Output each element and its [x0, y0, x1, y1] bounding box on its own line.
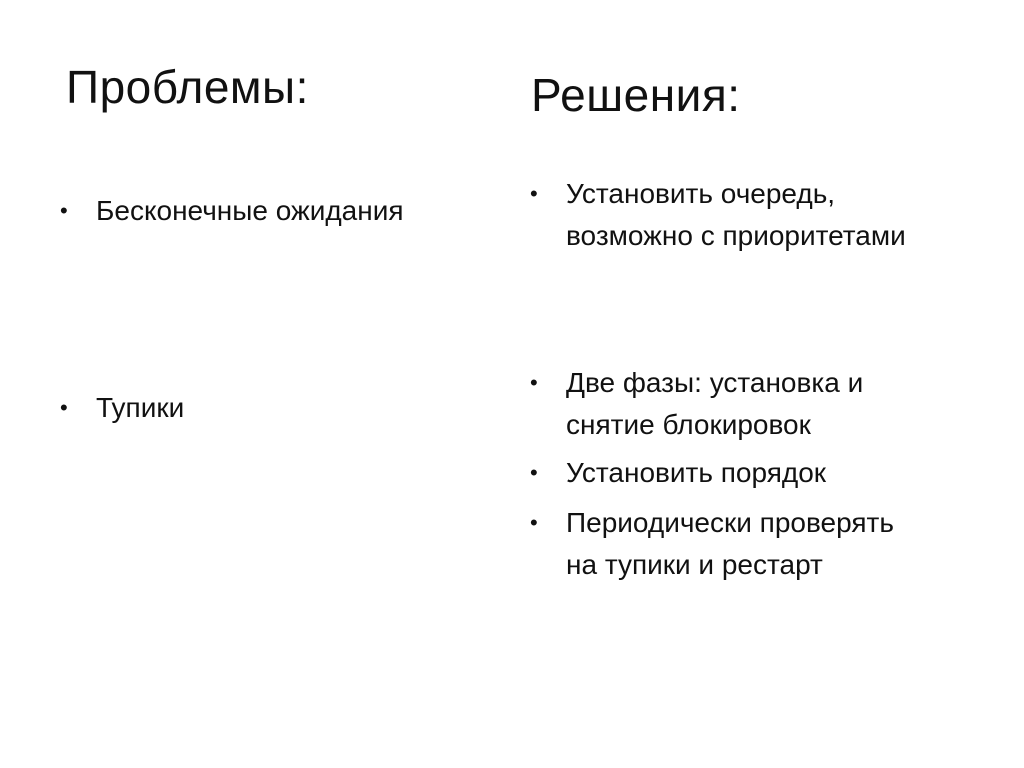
bullet-icon: •	[60, 395, 68, 420]
problem-item-endless-waits	[60, 190, 500, 232]
problem-item-deadlocks	[60, 387, 500, 429]
solution-item-text: Установить очередь, возможно с приоритетами	[566, 178, 906, 251]
solution-item-text: Установить порядок	[566, 457, 827, 488]
bullet-icon: •	[530, 181, 538, 206]
solution-item-text: Периодически проверять на тупики и рестарт	[566, 507, 894, 580]
problems-heading: Проблемы:	[66, 61, 309, 113]
solution-item-two-phase	[530, 362, 1000, 446]
problem-item-text: Тупики	[96, 392, 185, 423]
solution-item-ordering	[530, 452, 1000, 494]
solution-item-text: Две фазы: установка и снятие блокировок	[566, 367, 864, 440]
bullet-icon: •	[530, 370, 538, 395]
problem-item-text: Бесконечные ожидания	[96, 195, 404, 226]
bullet-icon: •	[60, 198, 68, 223]
solutions-heading: Решения:	[531, 69, 741, 121]
solution-item-periodic-check	[530, 502, 1000, 586]
bullet-icon: •	[530, 510, 538, 535]
solution-item-queue	[530, 173, 1000, 257]
bullet-icon: •	[530, 460, 538, 485]
